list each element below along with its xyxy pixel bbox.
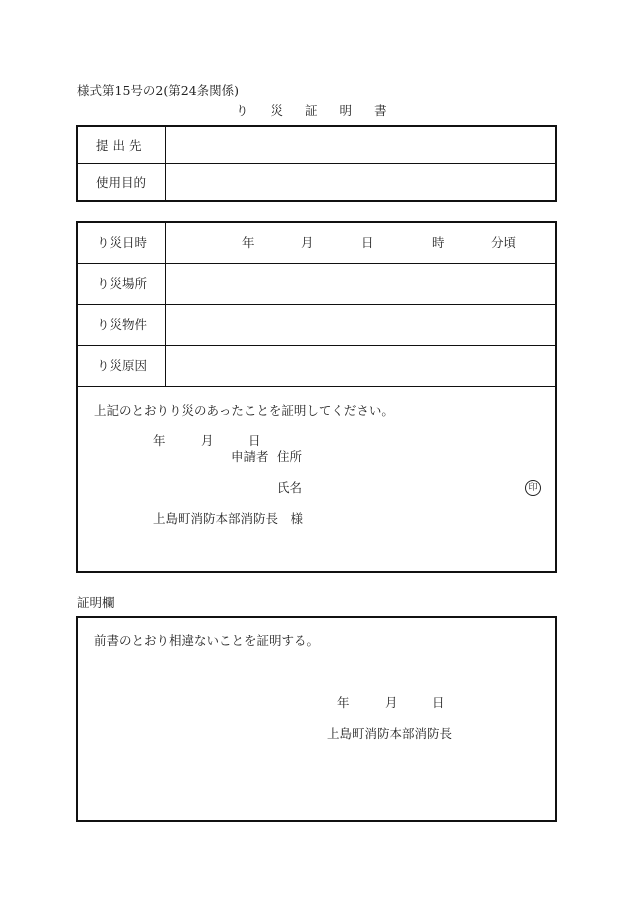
applicant-label: 申請者 [231,449,269,464]
request-date-month: 月 [201,433,214,448]
incident-row-divider [78,386,555,387]
incident-place-label: り災場所 [97,276,148,291]
datetime-unit-year: 年 [242,235,255,250]
datetime-unit-hour: 時 [432,235,445,250]
certification-section-label: 証明欄 [77,595,115,610]
certification-statement: 前書のとおり相違ないことを証明する。 [94,633,320,648]
certification-date-month: 月 [385,695,398,710]
title-char: 書 [374,103,387,118]
incident-cause-field[interactable] [166,346,555,386]
request-date-year: 年 [153,433,166,448]
incident-property-field[interactable] [166,305,555,345]
submit-to-label: 提 出 先 [96,138,142,153]
incident-place-field[interactable] [166,264,555,304]
document-title [236,104,409,118]
certification-date-day: 日 [432,695,445,710]
title-char: 災 [270,103,284,118]
datetime-unit-minute: 分頃 [491,235,517,250]
incident-datetime-label: り災日時 [97,235,148,250]
title-char: 証 [305,103,318,118]
title-char: 明 [339,103,353,118]
title-char: り [236,103,249,118]
seal-mark-icon: 印 [525,480,541,496]
datetime-unit-month: 月 [301,235,314,250]
incident-property-label: り災物件 [97,317,148,332]
incident-cause-label: り災原因 [97,358,148,373]
certification-issuer: 上島町消防本部消防長 [327,726,453,741]
submit-to-field[interactable] [166,127,555,163]
name-label: 氏名 [277,480,303,495]
address-label: 住所 [277,449,303,464]
request-addressee: 上島町消防本部消防長 様 [153,511,304,526]
request-date-day: 日 [248,433,261,448]
form-number-label: 様式第15号の2(第24条関係) [77,83,240,98]
request-statement: 上記のとおりり災のあったことを証明してください。 [94,403,394,418]
certification-date-year: 年 [337,695,350,710]
purpose-label: 使用目的 [96,175,147,190]
datetime-unit-day: 日 [361,235,374,250]
purpose-field[interactable] [166,164,555,200]
